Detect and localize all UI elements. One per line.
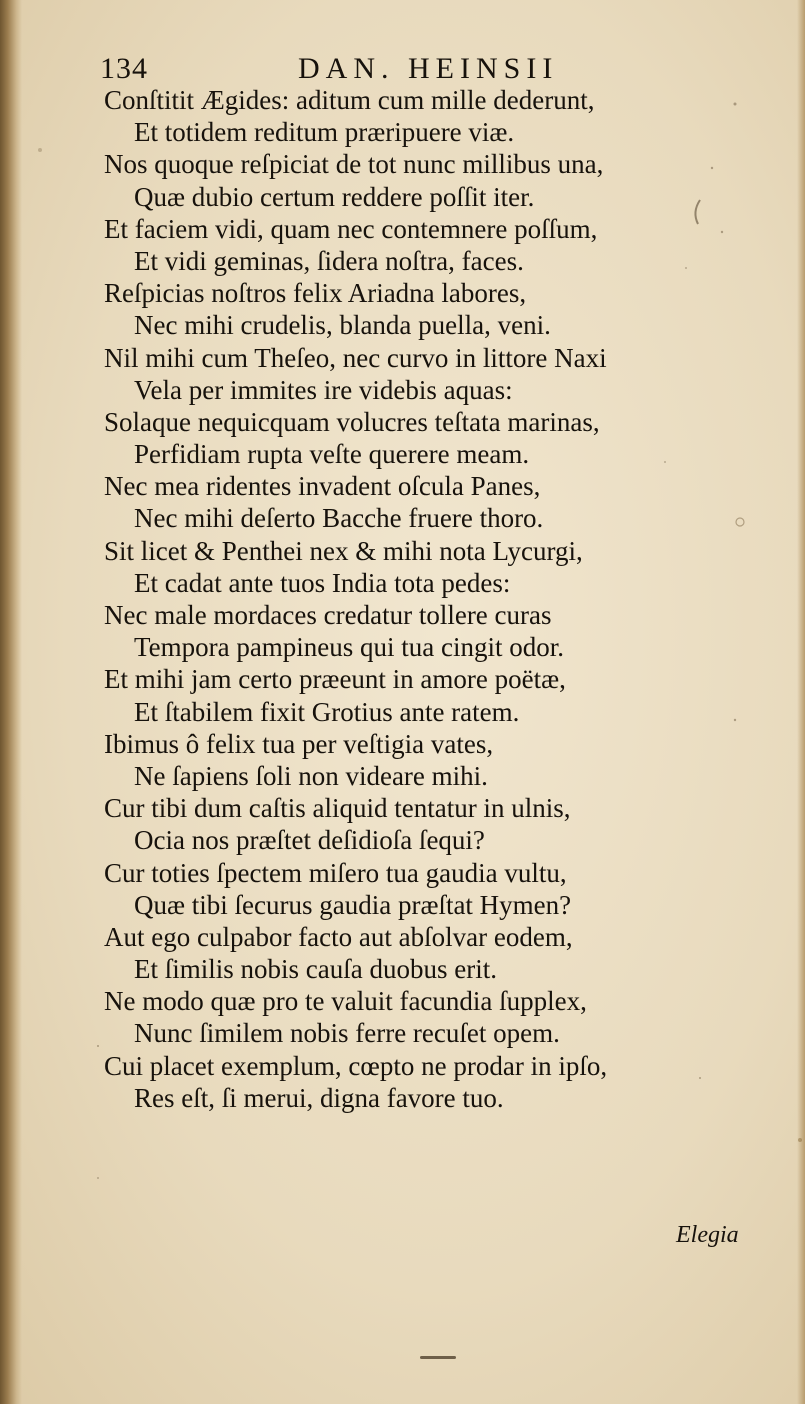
- verse-line: Cur tibi dum caſtis aliquid tentatur in ulnis,: [104, 793, 571, 824]
- verse-line: Quæ tibi ſecurus gaudia præſtat Hymen?: [134, 889, 572, 920]
- verse-line: Nec male mordaces credatur tollere curas: [104, 600, 552, 630]
- verse-line: Reſpicias noſtros felix Ariadna labores,: [104, 278, 527, 309]
- verse-line: Et cadat ante tuos India tota pedes:: [134, 567, 511, 598]
- catchword: Elegia: [676, 1222, 739, 1248]
- verse-line: Ne ſapiens ſoli non videare mihi.: [134, 760, 488, 791]
- verse-line: Ne modo quæ pro te valuit facundia ſupplex,: [104, 986, 587, 1017]
- verse-line: Et vidi geminas, ſidera noſtra, faces.: [134, 245, 524, 276]
- ornament: [420, 1356, 456, 1359]
- verse-line: Et mihi jam certo præeunt in amore poëtæ,: [104, 664, 566, 695]
- verse-line: Solaque nequicquam volucres teſtata marinas,: [104, 406, 600, 437]
- verse-line: Nos quoque reſpiciat de tot nunc millibus una,: [104, 149, 604, 180]
- verse-line: Vela per immites ire videbis aquas:: [134, 374, 513, 405]
- verse-line: Cur toties ſpectem miſero tua gaudia vultu,: [104, 857, 567, 888]
- verse-line: Nunc ſimilem nobis ferre recuſet opem.: [134, 1018, 560, 1049]
- verse-line: Perfidiam rupta veſte querere meam.: [134, 439, 530, 470]
- verse-line: Aut ego culpabor facto aut abſolvar eodem,: [104, 921, 573, 952]
- verse-line: Et totidem reditum præripuere viæ.: [134, 117, 515, 148]
- verse-line: Ocia nos præſtet deſidioſa ſequi?: [134, 825, 485, 856]
- verse-line: Quæ dubio certum reddere poſſit iter.: [134, 181, 535, 212]
- verse-line: Nec mihi deſerto Bacche fruere thoro.: [134, 503, 544, 534]
- page-number: 134: [100, 52, 148, 85]
- verse-line: Et ſtabilem fixit Grotius ante ratem.: [134, 696, 520, 727]
- verse-line: Nil mihi cum Theſeo, nec curvo in littore Naxi: [104, 342, 607, 373]
- verse-line: Nec mea ridentes invadent oſcula Panes,: [104, 471, 541, 502]
- verse-line: Cui placet exemplum, cœpto ne prodar in ipſo,: [104, 1050, 608, 1081]
- verse-line: Et faciem vidi, quam nec contemnere poſſum,: [104, 213, 598, 244]
- verse-line: Res eſt, ſi merui, digna favore tuo.: [134, 1082, 504, 1113]
- verse-line: Sit licet & Penthei nex & mihi nota Lycurgi,: [104, 535, 583, 566]
- verse-line: Tempora pampineus qui tua cingit odor.: [134, 632, 565, 663]
- poem-body: [0, 84, 805, 1114]
- verse-line: Conſtitit Ægides: aditum cum mille dederunt,: [104, 85, 595, 115]
- verse-line: Ibimus ô felix tua per veſtigia vates,: [104, 728, 494, 759]
- running-head: DAN. HEINSII: [298, 52, 559, 85]
- verse-line: Nec mihi crudelis, blanda puella, veni.: [134, 310, 551, 341]
- verse-line: Et ſimilis nobis cauſa duobus erit.: [134, 954, 497, 985]
